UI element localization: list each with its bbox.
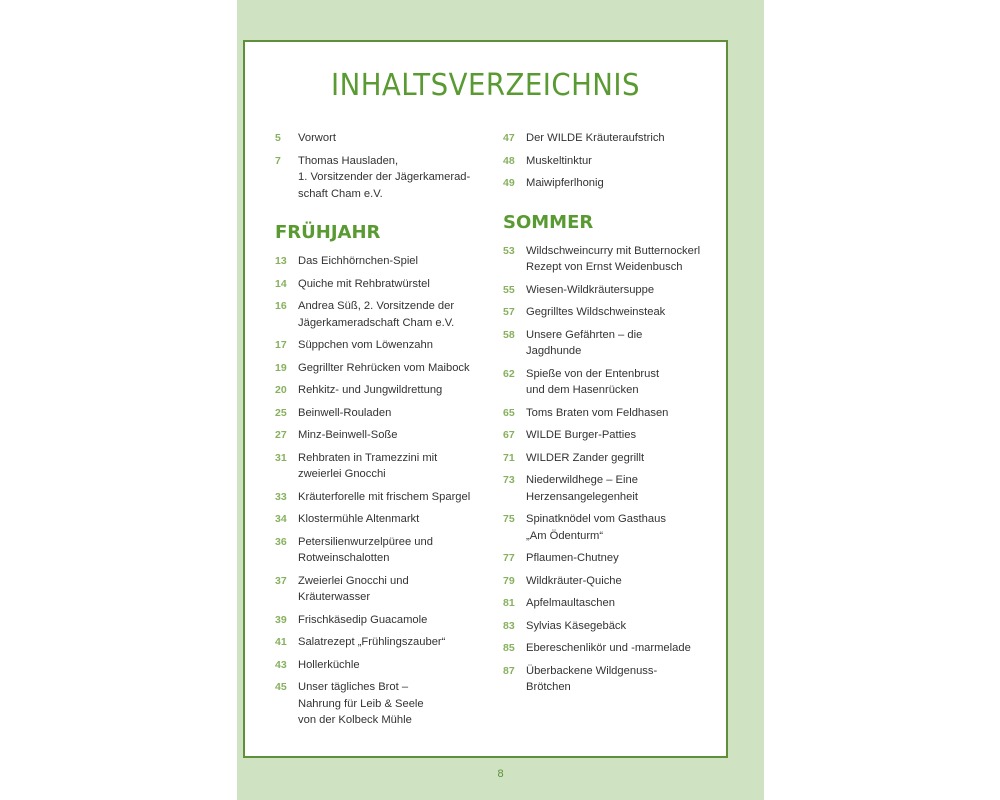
toc-page-number: 7 [275,154,281,167]
toc-entry-title: Der WILDE Kräuteraufstrich [526,132,665,144]
toc-page-number: 47 [503,132,515,144]
toc-page-number: 37 [275,574,287,587]
toc-page-number: 20 [275,384,287,396]
toc-page-number: 49 [503,177,515,189]
toc-entry-title: Unsere Gefährten – die Jagdhunde [526,328,643,357]
toc-page-number: 27 [275,429,287,441]
toc-entry-title: Maiwipferlhonig [526,177,604,189]
toc-entry-title: Spieße von der Entenbrust und dem Hasenrücken [526,367,660,396]
toc-entry-title: Minz-Beinwell-Soße [298,429,398,441]
toc-entry-title: Das Eichhörnchen-Spiel [298,255,419,267]
toc-entry-title: Unser tägliches Brot – Nahrung für Leib & Seele von der Kolbeck Mühle [298,681,424,726]
page-wrap [237,0,764,800]
toc-page-number: 31 [275,451,287,464]
toc-entry-title: Apfelmaultaschen [526,597,615,609]
toc-page-number: 14 [275,277,287,290]
toc-page-number: 75 [503,513,515,525]
toc-entry-title: Gegrilltes Wildschweinsteak [526,306,666,318]
toc-page-number: 53 [503,244,515,257]
toc-page-number: 77 [503,552,515,564]
toc-entry-title: Kräuterforelle mit frischem Spargel [298,490,471,503]
toc-entry-title: Andrea Süß, 2. Vorsitzende der Jägerkameradschaft Cham e.V. [298,300,455,329]
toc-entry-title: Beinwell-Rouladen [298,406,392,419]
toc-entry-title: Klostermühle Altenmarkt [298,513,420,525]
toc-entry-title: Wildschweincurry mit Butternockerl Rezept von Ernst Weidenbusch [526,244,701,273]
toc-entry-title: Ebereschenlikör und -marmelade [526,642,691,654]
toc-page-number: 58 [503,328,515,341]
toc-page-number: 34 [275,513,287,525]
toc-entry-title: Vorwort [298,132,336,144]
section-heading-fruehjahr: FRÜHJAHR [275,222,381,243]
toc-page-number: 39 [275,613,287,626]
toc-page-number: 33 [275,490,287,503]
toc-page-number: 81 [503,597,515,609]
toc-page-number: 85 [503,642,515,654]
toc-entry-title: Überbackene Wildgenuss- Brötchen [526,664,658,693]
toc-entry-title: Rehkitz- und Jungwildrettung [298,384,443,396]
page-title: INHALTSVERZEICHNIS [331,68,640,103]
toc-page-number: 65 [503,406,515,419]
toc-entry-title: Süppchen vom Löwenzahn [298,339,433,351]
toc-page-number: 79 [503,574,515,587]
toc-entry-title: Petersilienwurzelpüree und Rotweinschalotten [298,535,433,564]
toc-page-number: 55 [503,283,515,296]
toc-page-number: 83 [503,619,515,632]
toc-entry-title: WILDER Zander gegrillt [526,451,645,464]
toc-page-number: 17 [275,339,287,351]
toc-page-number: 25 [275,406,287,419]
toc-entry-title: Niederwildhege – Eine Herzensangelegenheit [526,474,638,503]
toc-entry-title: Salatrezept „Frühlingszauber“ [298,636,446,648]
section-heading-sommer: SOMMER [503,211,594,233]
toc-entry-title: Quiche mit Rehbratwürstel [298,277,430,290]
toc-page-number: 19 [275,361,287,374]
toc-entry-title: Thomas Hausladen, 1. Vorsitzender der Jägerkamerad- schaft Cham e.V. [298,154,471,200]
toc-page-number: 57 [503,306,515,318]
toc-page-number: 67 [503,429,515,441]
toc-entry-title: WILDE Burger-Patties [526,429,637,441]
toc-entry-title: Muskeltinktur [526,154,592,167]
toc-page-number: 62 [503,367,515,380]
toc-entry-title: Wiesen-Wildkräutersuppe [526,283,655,296]
page-number: 8 [497,768,504,780]
toc-entry-title: Rehbraten in Tramezzini mit zweierlei Gnocchi [298,451,438,480]
toc-page-number: 43 [275,658,287,671]
toc-page-number: 5 [275,132,281,144]
toc-page-number: 36 [275,535,287,548]
toc-entry-title: Pflaumen-Chutney [526,552,619,564]
toc-page-number: 16 [275,300,287,312]
toc-entry-title: Hollerküchle [298,658,360,671]
toc-entry-title: Wildkräuter-Quiche [526,574,622,587]
toc-page-number: 13 [275,255,287,267]
toc-entry-title: Spinatknödel vom Gasthaus „Am Ödenturm“ [526,513,666,542]
toc-page-number: 87 [503,664,515,677]
toc-page-number: 48 [503,154,515,167]
toc-entry-title: Frischkäsedip Guacamole [298,613,428,626]
toc-page-number: 73 [503,474,515,486]
toc-page-number: 41 [275,636,287,648]
toc-entry-title: Toms Braten vom Feldhasen [526,406,669,419]
toc-entry-title: Zweierlei Gnocchi und Kräuterwasser [298,574,409,603]
toc-page-number: 71 [503,451,515,464]
toc-page-number: 45 [275,681,287,693]
toc-entry-title: Gegrillter Rehrücken vom Maibock [298,361,470,374]
toc-entry-title: Sylvias Käsegebäck [526,619,627,632]
